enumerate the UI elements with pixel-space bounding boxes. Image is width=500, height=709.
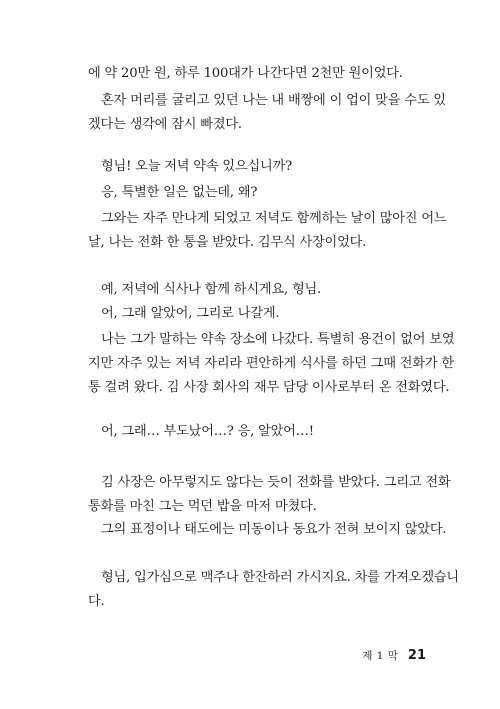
text-line: 겠다는 생각에 잠시 빠졌다.	[88, 117, 242, 132]
text-line: 어, 그래 알았어, 그리로 나갈게.	[101, 306, 280, 321]
page-footer	[362, 648, 426, 664]
text-line: 통화를 마친 그는 먹던 밥을 마저 마쳤다.	[88, 499, 317, 514]
paragraph	[88, 207, 447, 255]
dialogue-line	[88, 181, 424, 205]
paragraph	[88, 518, 447, 542]
text-line: 그와는 자주 만나게 되었고 저녁도 함께하는 날이 많아진 어느	[101, 211, 447, 226]
dialogue-line	[88, 420, 424, 444]
text-line: 지만 자주 있는 저녁 자리라 편안하게 식사를 하던 그때 전화가 한	[88, 356, 454, 371]
text-line: 통 걸려 왔다. 김 사장 회사의 재무 담당 이사로부터 온 전화였다.	[88, 380, 450, 395]
text-line: 혼자 머리를 굴리고 있던 나는 내 배짱에 이 업이 맞을 수도 있	[101, 93, 446, 108]
text-line: 김 사장은 아무렇지도 않다는 듯이 전화를 받았다. 그리고 전화	[101, 475, 451, 490]
text-line: 예, 저녁에 식사나 함께 하시게요, 형님.	[101, 282, 322, 297]
text-line: 에 약 20만 원, 하루 100대가 나간다면 2천만 원이었다.	[88, 66, 403, 81]
text-line: 형님! 오늘 저녁 약속 있으십니까?	[101, 159, 292, 174]
dialogue-line	[88, 302, 424, 326]
dialogue-line	[88, 278, 424, 302]
paragraph	[88, 89, 446, 137]
text-line: 형님, 입가심으로 맥주나 한잔하러 가시지요. 차를 가져오겠습니	[101, 570, 459, 585]
text-line: 그의 표정이나 태도에는 미동이나 동요가 전혀 보이지 않았다.	[101, 522, 447, 537]
text-line: 응, 특별한 일은 없는데, 왜?	[101, 185, 258, 200]
chapter-label: 제 1 막	[362, 650, 399, 662]
paragraph	[88, 328, 455, 400]
paragraph-continuation	[88, 62, 424, 86]
text-line: 날, 나는 전화 한 통을 받았다. 김무식 사장이었다.	[88, 235, 367, 250]
page-number: 21	[407, 648, 426, 663]
text-line: 나는 그가 말하는 약속 장소에 나갔다. 특별히 용건이 없어 보였	[101, 332, 455, 347]
dialogue-line	[88, 566, 459, 614]
text-line: 어, 그래… 부도났어…? 응, 알았어…!	[101, 424, 314, 439]
paragraph	[88, 471, 451, 519]
text-line: 다.	[88, 594, 105, 609]
dialogue-line	[88, 155, 424, 179]
